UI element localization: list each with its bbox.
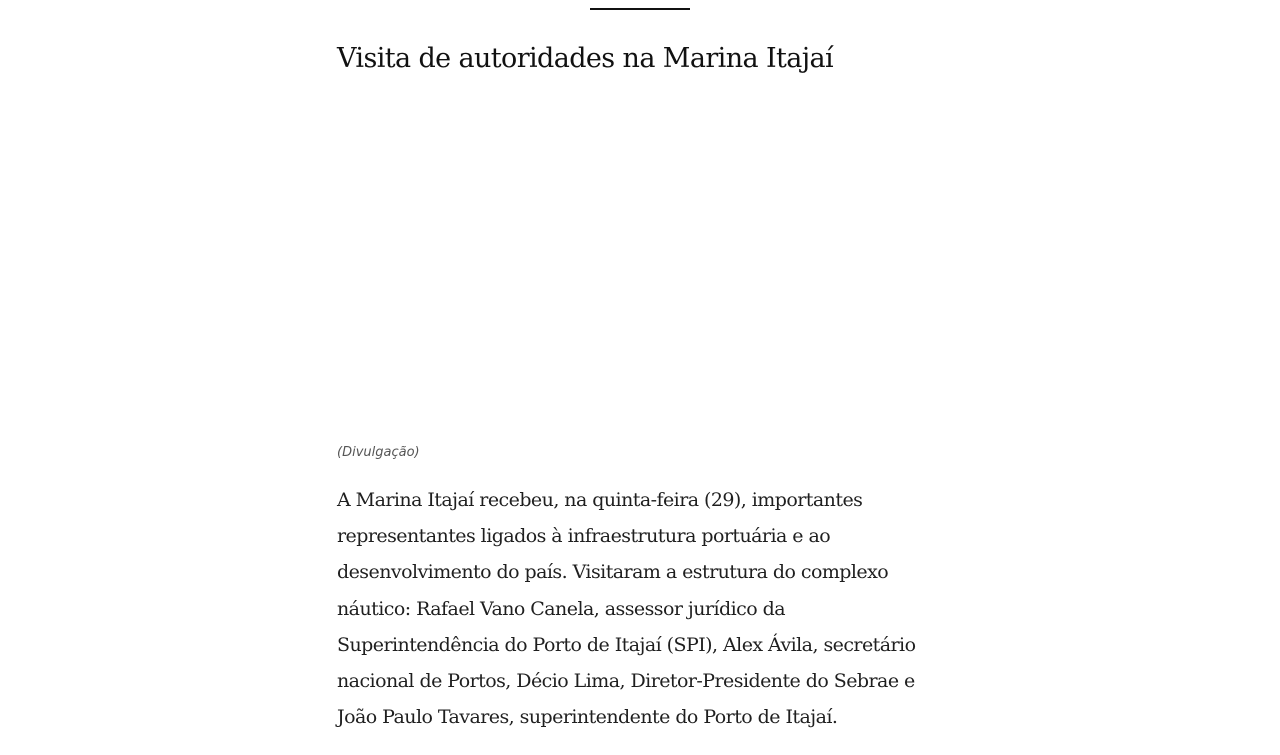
body-line: João Paulo Tavares, superintendente do Porto de Itajaí. — [337, 706, 838, 729]
body-line: A Marina Itajaí recebeu, na quinta-feira (29), importantes — [337, 489, 863, 511]
article-image-placeholder — [337, 100, 943, 430]
image-caption: (Divulgação) — [337, 445, 420, 460]
article-body — [337, 482, 943, 735]
body-line: nacional de Portos, Décio Lima, Diretor-Presidente do Sebrae e — [337, 670, 915, 693]
article-title: Visita de autoridades na Marina Itajaí — [337, 43, 834, 74]
body-line: desenvolvimento do país. Visitaram a estrutura do complexo — [337, 561, 889, 584]
body-line: náutico: Rafael Vano Canela, assessor jurídico da — [337, 597, 785, 620]
top-divider — [590, 8, 690, 10]
body-line: Superintendência do Porto de Itajaí (SPI), Alex Ávila, secretário — [337, 633, 916, 656]
body-line: representantes ligados à infraestrutura portuária e ao — [337, 525, 831, 548]
